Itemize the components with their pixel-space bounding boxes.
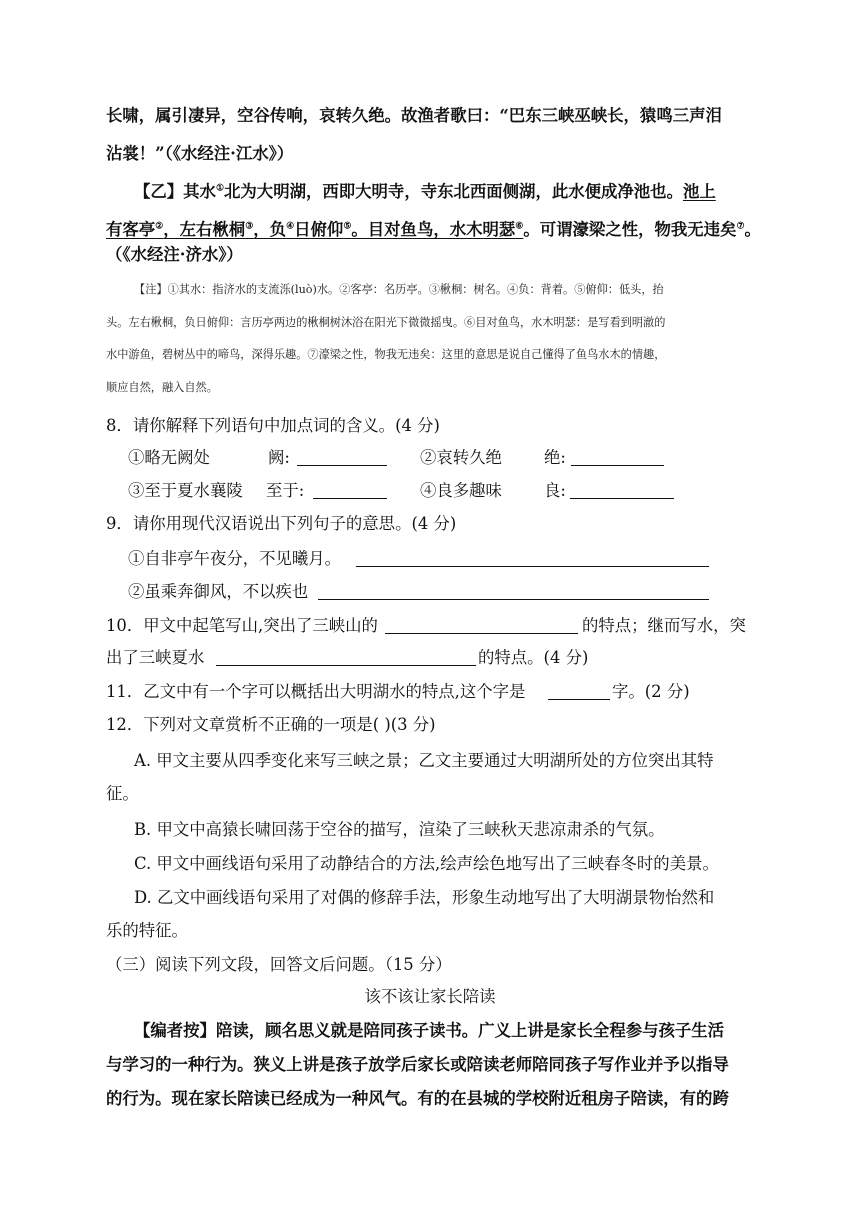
question-8-word: 绝: — [544, 448, 566, 467]
footnote-marker: ⑥ — [515, 221, 524, 232]
option-c[interactable]: C. 甲文中画线语句采用了动静结合的方法,绘声绘色地写出了三峡春冬时的美景。 — [134, 854, 719, 873]
passage-yi-line: 有客亭②，左右楸桐③，负④日俯仰⑤。目对鱼鸟，水木明瑟⑥。可谓濠梁之性，物我无违矣⑦。 — [106, 220, 761, 239]
passage-jia-line: 长啸，属引凄异，空谷传响，哀转久绝。故渔者歌曰：“巴东三峡巫峡长，猿鸣三声泪 — [106, 106, 722, 125]
passage-jia-line: 沾裳！”（《水经注·江水》） — [106, 144, 294, 163]
question-10-text: 10．甲文中起笔写山,突出了三峡山的 — [106, 616, 378, 635]
question-9-stem: 9．请你用现代汉语说出下列句子的意思。(4 分) — [106, 514, 457, 533]
option-b[interactable]: B. 甲文中高猿长啸回荡于空谷的描写，渲染了三峡秋天悲凉肃杀的气氛。 — [134, 820, 665, 839]
footnote-marker: ③ — [245, 221, 254, 232]
passage-yi-tag: 【乙】 — [134, 182, 184, 201]
question-8-item: ①略无阙处 — [128, 448, 210, 467]
question-8-word: 至于: — [266, 481, 305, 500]
answer-blank[interactable] — [313, 480, 387, 499]
answer-blank[interactable] — [356, 548, 709, 567]
note-line: 顺应自然，融入自然。 — [106, 381, 218, 394]
underlined-sentence: 池上 — [682, 182, 716, 201]
editor-note-tag: 【编者按】 — [134, 1021, 216, 1040]
section-heading: （三）阅读下列文段，回答文后问题。（15 分） — [106, 955, 452, 974]
article-title: 该不该让家长陪读 — [364, 987, 496, 1006]
question-8-word: 良: — [544, 481, 566, 500]
footnote-marker: ④ — [286, 221, 295, 232]
answer-blank[interactable] — [385, 615, 578, 634]
question-8-item: ④良多趣味 — [420, 481, 502, 500]
question-8-item: ②哀转久绝 — [420, 448, 502, 467]
underlined-sentence: 有客亭②，左右楸桐③，负④日俯仰⑤。目对鱼鸟，水木明瑟⑥ — [106, 220, 524, 239]
article-line: 与学习的一种行为。狭义上讲是孩子放学后家长或陪读老师陪同孩子写作业并予以指导 — [106, 1055, 729, 1074]
note-line: 【注】①其水：指济水的支流泺(luò)水。②客亭：名历亭。③楸桐：树名。④负：背着。⑤俯仰：低头，抬 — [134, 283, 664, 296]
question-11-text: 11．乙文中有一个字可以概括出大明湖水的特点,这个字是 — [106, 682, 526, 701]
option-d[interactable]: D. 乙文中画线语句采用了对偶的修辞手法，形象生动地写出了大明湖景物怡然和 — [134, 888, 715, 907]
answer-blank[interactable] — [570, 480, 674, 499]
footnote-marker: ⑤ — [343, 221, 352, 232]
article-line: 【编者按】陪读，顾名思义就是陪同孩子读书。广义上讲是家长全程参与孩子生活 — [134, 1021, 725, 1040]
option-a-continued: 征。 — [106, 784, 139, 803]
answer-blank[interactable] — [571, 447, 664, 466]
footnote-marker: ⑦ — [736, 221, 745, 232]
question-10-text: 的特点；继而写水，突 — [582, 616, 746, 635]
answer-blank[interactable] — [548, 681, 610, 700]
note-line: 头。左右楸桐，负日俯仰：言历亭两边的楸桐树沐浴在阳光下微微摇曳。⑥目对鱼鸟，水木明瑟：是写看到明澈的 — [106, 316, 666, 329]
passage-yi-line: 【乙】其水①北为大明湖，西即大明寺，寺东北西面侧湖，此水便成净池也。池上 — [134, 182, 716, 201]
footnote-marker: ② — [155, 221, 164, 232]
question-12-stem: 12．下列对文章赏析不正确的一项是( )(3 分) — [106, 715, 436, 734]
question-8-word: 阙: — [268, 448, 290, 467]
option-d-continued: 乐的特征。 — [106, 921, 188, 940]
question-9-item: ②虽乘奔御风，不以疾也 — [128, 582, 309, 601]
question-10-text: 的特点。(4 分) — [478, 648, 589, 667]
answer-blank[interactable] — [216, 647, 476, 666]
question-8-stem: 8．请你解释下列语句中加点词的含义。(4 分) — [106, 416, 440, 435]
question-10-text: 出了三峡夏水 — [106, 648, 205, 667]
answer-blank[interactable] — [318, 581, 709, 600]
article-line: 的行为。现在家长陪读已经成为一种风气。有的在县城的学校附近租房子陪读，有的跨 — [106, 1089, 729, 1108]
question-8-item: ③至于夏水襄陵 — [128, 481, 243, 500]
footnote-marker: ① — [215, 183, 225, 194]
option-a[interactable]: A. 甲文主要从四季变化来写三峡之景；乙文主要通过大明湖所处的方位突出其特 — [134, 751, 714, 770]
question-9-item: ①自非亭午夜分，不见曦月。 — [128, 549, 342, 568]
passage-yi-source: （《水经注·济水》） — [106, 245, 243, 264]
question-11-text: 字。(2 分) — [612, 682, 690, 701]
answer-blank[interactable] — [297, 447, 387, 466]
note-line: 水中游鱼，碧树丛中的啼鸟，深得乐趣。⑦濠梁之性，物我无违矣：这里的意思是说自己懂得了鱼鸟水木的情趣， — [106, 348, 666, 361]
